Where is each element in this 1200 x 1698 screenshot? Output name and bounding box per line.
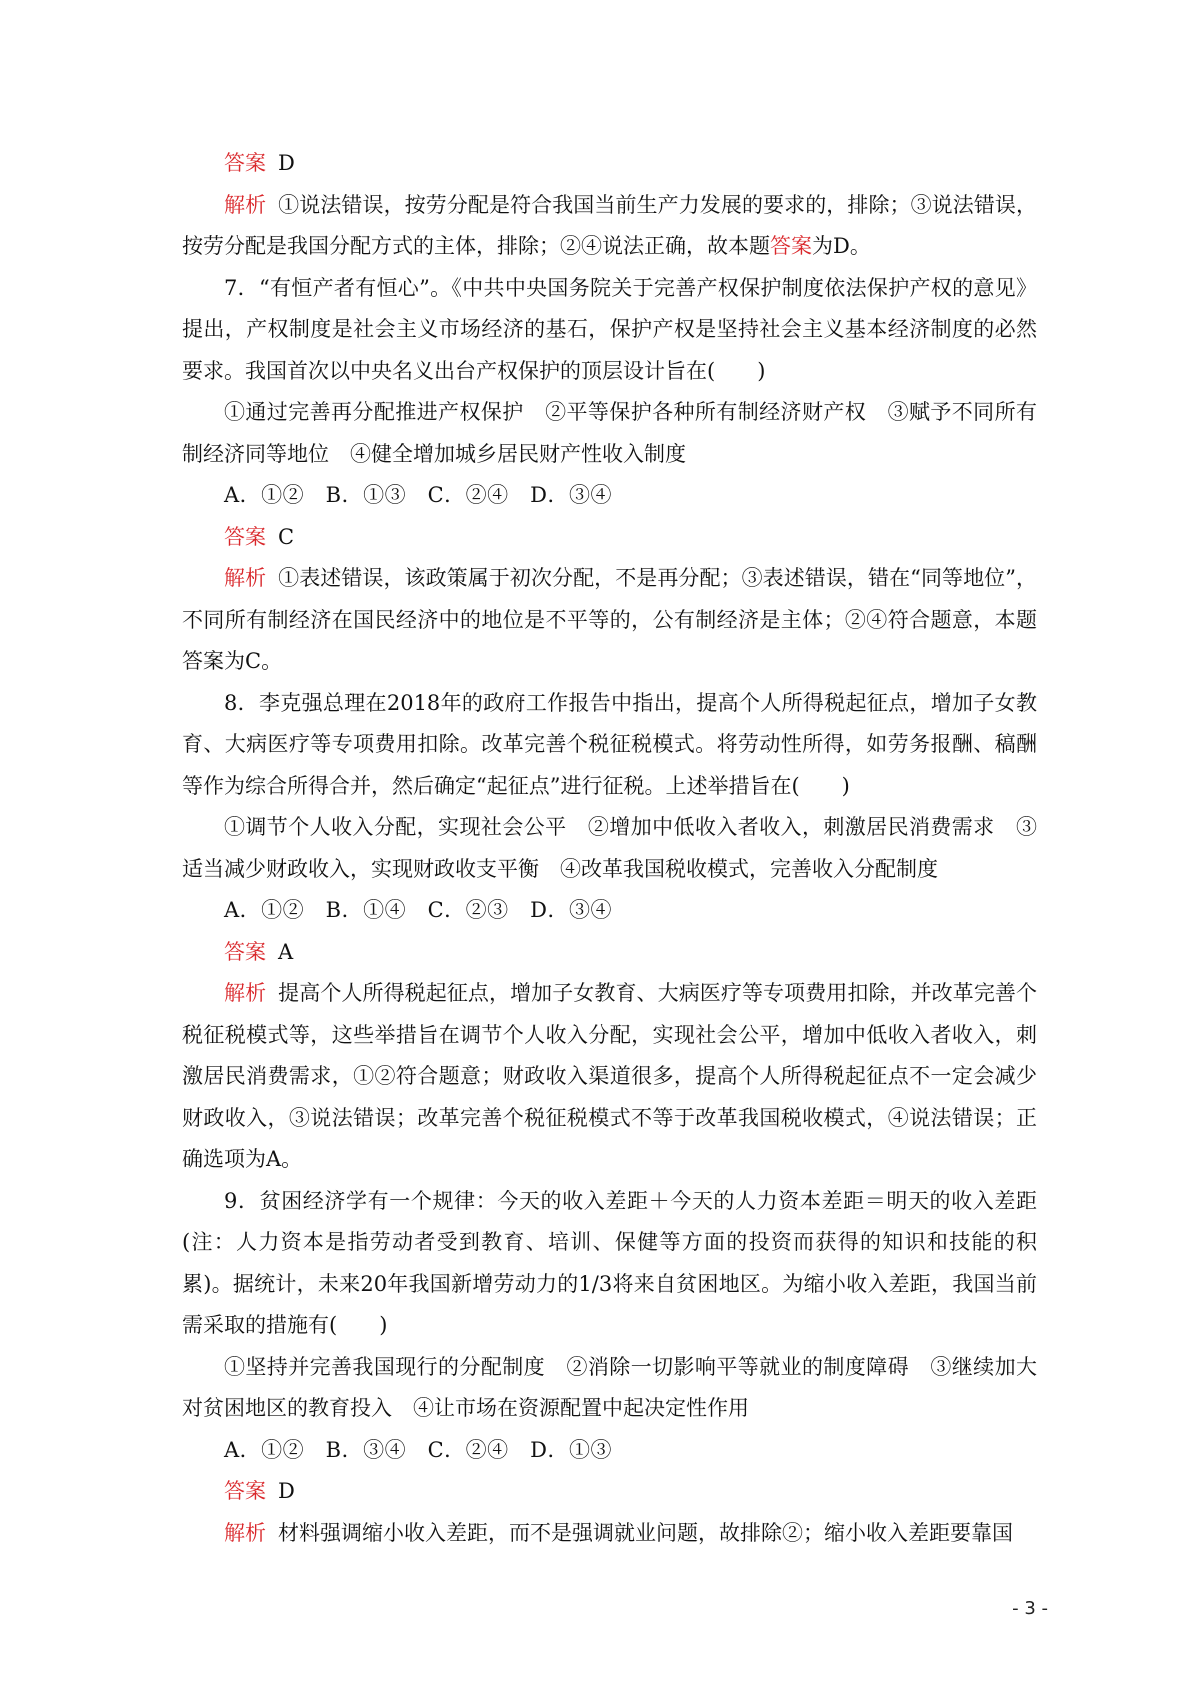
analysis-text-end: 为D。 xyxy=(812,234,871,258)
analysis-text: ①表述错误，该政策属于初次分配，不是再分配；③表述错误，错在“同等地位”，不同所有制经济在国民经济中的地位是不平等的，公有制经济是主体；②④符合题意，本题答案为C。 xyxy=(182,566,1038,673)
answer-line-7 xyxy=(182,517,1037,559)
answer-inline-label: 答案 xyxy=(770,234,812,258)
question-9-stem: 9．贫困经济学有一个规律：今天的收入差距＋今天的人力资本差距＝明天的收入差距(注：人力资本是指劳动者受到教育、培训、保健等方面的投资而获得的知识和技能的积累)。据统计，未来20年我国新增劳动力的1/3将来自贫困地区。为缩小收入差距，我国当前需采取的措施有( ) xyxy=(182,1188,1037,1337)
answer-line-6 xyxy=(182,143,1037,185)
analysis-paragraph-6 xyxy=(182,185,1037,268)
question-9-statements: ①坚持并完善我国现行的分配制度 ②消除一切影响平等就业的制度障碍 ③继续加大对贫困地区的教育投入 ④让市场在资源配置中起决定性作用 xyxy=(182,1354,1037,1420)
answer-value: D xyxy=(278,151,295,175)
analysis-text: ①说法错误，按劳分配是符合我国当前生产力发展的要求的，排除；③说法错误，按劳分配是我国分配方式的主体，排除；②④说法正确，故本题 xyxy=(182,192,1038,258)
analysis-text: 材料强调缩小收入差距，而不是强调就业问题，故排除②；缩小收入差距要靠国 xyxy=(278,1520,1013,1545)
answer-label: 答案 xyxy=(224,151,266,175)
question-7-options: A．①② B．①③ C．②④ D．③④ xyxy=(224,483,613,507)
page-number: - 3 - xyxy=(1012,1598,1048,1619)
answer-label: 答案 xyxy=(224,939,266,964)
answer-line-8 xyxy=(182,932,1037,974)
answer-value: D xyxy=(278,1479,295,1503)
question-8-stem: 8．李克强总理在2018年的政府工作报告中指出，提高个人所得税起征点，增加子女教育、大病医疗等专项费用扣除。改革完善个税征税模式。将劳动性所得，如劳务报酬、稿酬等作为综合所得合并，然后确定“起征点”进行征税。上述举措旨在( ) xyxy=(182,690,1037,798)
answer-value: A xyxy=(278,939,294,964)
analysis-paragraph-7 xyxy=(182,558,1037,683)
analysis-label: 解析 xyxy=(224,566,267,590)
analysis-label: 解析 xyxy=(224,1520,266,1545)
analysis-text: 提高个人所得税起征点，增加子女教育、大病医疗等专项费用扣除，并改革完善个税征税模式等，这些举措旨在调节个人收入分配，实现社会公平，增加中低收入者收入，刺激居民消费需求，①②符合题意；财政收入渠道很多，提高个人所得税起征点不一定会减少财政收入，③说法错误；改革完善个税征税模式不等于改革我国税收模式，④说法错误；正确选项为A。 xyxy=(182,981,1038,1171)
question-9-options: A．①② B．③④ C．②④ D．①③ xyxy=(224,1437,613,1462)
analysis-label: 解析 xyxy=(224,981,267,1005)
question-8-statements: ①调节个人收入分配，实现社会公平 ②增加中低收入者收入，刺激居民消费需求 ③适当减少财政收入，实现财政收支平衡 ④改革我国税收模式，完善收入分配制度 xyxy=(182,815,1037,881)
answer-line-9 xyxy=(182,1471,1037,1513)
analysis-paragraph-9 xyxy=(182,1513,1037,1555)
page-content xyxy=(182,143,1037,1554)
question-8-options: A．①② B．①④ C．②③ D．③④ xyxy=(224,898,613,922)
answer-value: C xyxy=(278,524,295,549)
question-7-statements: ①通过完善再分配推进产权保护 ②平等保护各种所有制经济财产权 ③赋予不同所有制经济同等地位 ④健全增加城乡居民财产性收入制度 xyxy=(182,400,1037,466)
answer-label: 答案 xyxy=(224,1479,266,1503)
analysis-label: 解析 xyxy=(224,192,267,217)
analysis-paragraph-8 xyxy=(182,973,1037,1181)
answer-label: 答案 xyxy=(224,524,266,549)
question-7-stem: 7．“有恒产者有恒心”。《中共中央国务院关于完善产权保护制度依法保护产权的意见》提出，产权制度是社会主义市场经济的基石，保护产权是坚持社会主义基本经济制度的必然要求。我国首次以中央名义出台产权保护的顶层设计旨在( ) xyxy=(182,275,1037,383)
